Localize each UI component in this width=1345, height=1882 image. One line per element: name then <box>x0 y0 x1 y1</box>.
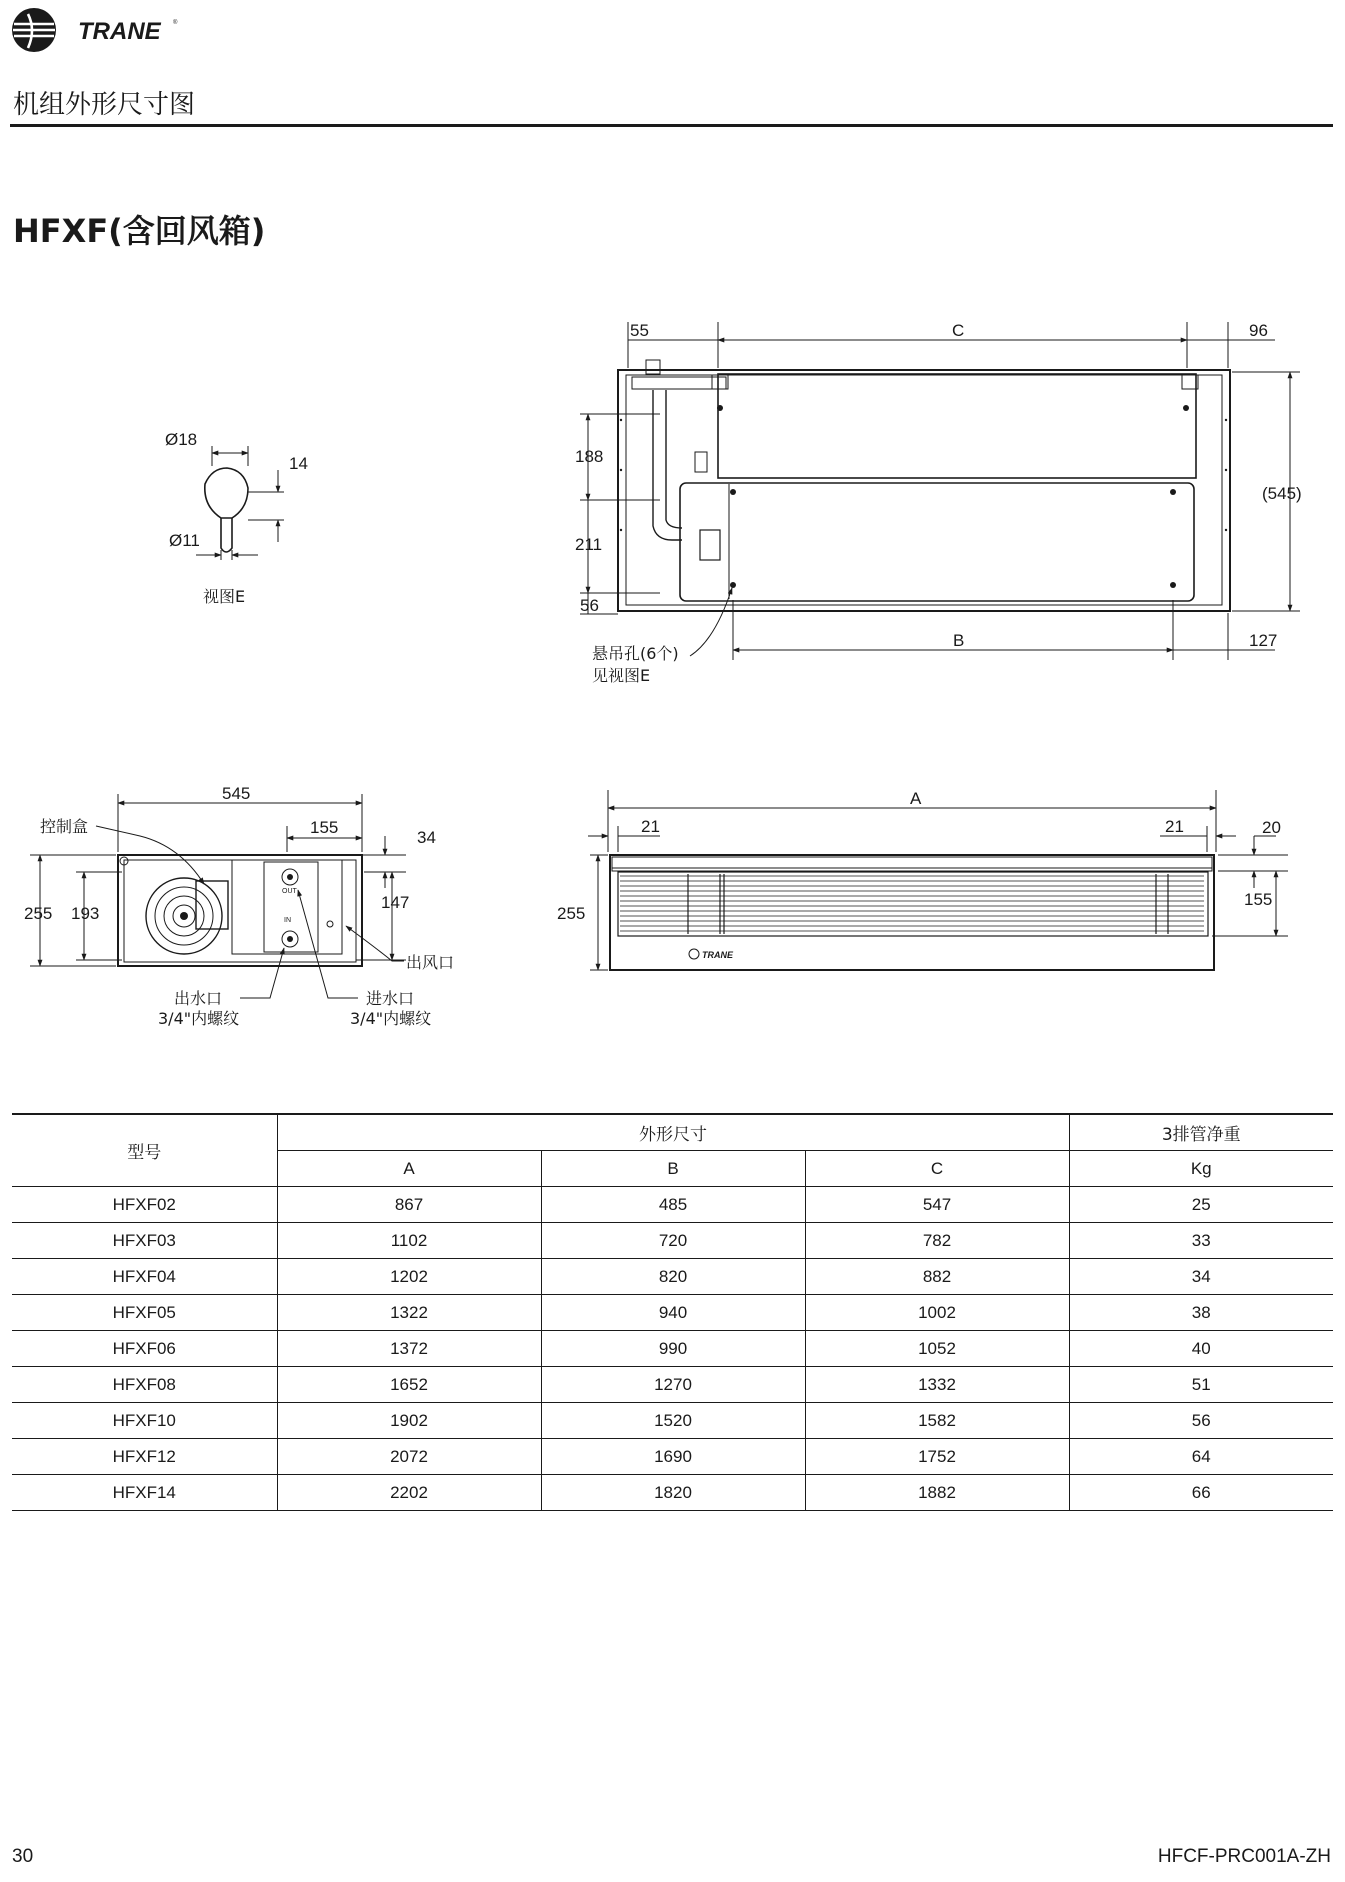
table-cell-a: 2202 <box>277 1475 541 1511</box>
top-view-hanging-hole-see-view: 见视图E <box>592 666 651 685</box>
section-title: 机组外形尺寸图 <box>13 90 196 120</box>
table-cell-model: HFXF10 <box>12 1403 277 1439</box>
dimension-drawings <box>0 300 1345 1080</box>
table-subheader-c: C <box>805 1151 1069 1187</box>
side-view-dim-193: 193 <box>71 904 100 923</box>
side-view-air-outlet-label: 出风口 <box>406 953 455 972</box>
table-cell-c: 1882 <box>805 1475 1069 1511</box>
top-view-dim-56: 56 <box>580 596 599 615</box>
trane-logo-wordmark: TRANE <box>78 18 161 45</box>
table-row <box>12 1295 1333 1331</box>
table-subheader-a: A <box>277 1151 541 1187</box>
table-cell-c: 882 <box>805 1259 1069 1295</box>
table-cell-weight: 40 <box>1069 1331 1333 1367</box>
dimension-table <box>12 1113 1333 1511</box>
table-cell-b: 1690 <box>541 1439 805 1475</box>
trane-logo-mark <box>12 8 56 52</box>
table-cell-c: 782 <box>805 1223 1069 1259</box>
side-view-water-inlet-thread: 3/4"内螺纹 <box>350 1009 432 1028</box>
side-view-dim-width: 545 <box>222 784 251 803</box>
table-row <box>12 1367 1333 1403</box>
table-cell-model: HFXF06 <box>12 1331 277 1367</box>
front-view-dim-21-left: 21 <box>641 817 660 836</box>
table-cell-a: 1372 <box>277 1331 541 1367</box>
table-cell-c: 1052 <box>805 1331 1069 1367</box>
table-cell-c: 1752 <box>805 1439 1069 1475</box>
table-cell-weight: 66 <box>1069 1475 1333 1511</box>
table-cell-weight: 33 <box>1069 1223 1333 1259</box>
side-view-control-box-label: 控制盒 <box>40 817 89 836</box>
front-view-dim-a: A <box>910 789 922 808</box>
table-cell-a: 2072 <box>277 1439 541 1475</box>
table-header-dimensions: 外形尺寸 <box>277 1114 1069 1151</box>
front-view-drawing <box>557 789 1288 970</box>
view-e-dim-small-hole: Ø11 <box>169 531 200 550</box>
top-view-dim-188: 188 <box>575 447 604 466</box>
side-view-water-inlet-label: 进水口 <box>366 989 415 1008</box>
view-e-dim-large-hole: Ø18 <box>165 430 198 449</box>
table-row <box>12 1259 1333 1295</box>
top-view-drawing <box>575 321 1302 685</box>
top-view-dim-127: 127 <box>1249 631 1278 650</box>
side-view-dim-147: 147 <box>381 893 410 912</box>
table-cell-model: HFXF08 <box>12 1367 277 1403</box>
table-row <box>12 1223 1333 1259</box>
table-cell-b: 990 <box>541 1331 805 1367</box>
table-row <box>12 1331 1333 1367</box>
table-cell-weight: 51 <box>1069 1367 1333 1403</box>
table-cell-b: 1520 <box>541 1403 805 1439</box>
table-cell-a: 1652 <box>277 1367 541 1403</box>
view-e-dim-offset: 14 <box>289 454 308 473</box>
table-header-weight: 3排管净重 <box>1069 1114 1333 1151</box>
table-cell-model: HFXF14 <box>12 1475 277 1511</box>
table-header-row <box>12 1114 1333 1151</box>
top-view-dim-c: C <box>952 321 965 340</box>
page-number: 30 <box>12 1846 34 1867</box>
table-row <box>12 1439 1333 1475</box>
table-cell-weight: 25 <box>1069 1187 1333 1223</box>
table-cell-weight: 38 <box>1069 1295 1333 1331</box>
table-subheader-kg: Kg <box>1069 1151 1333 1187</box>
table-cell-model: HFXF12 <box>12 1439 277 1475</box>
top-view-dim-left: 55 <box>630 321 649 340</box>
table-cell-b: 485 <box>541 1187 805 1223</box>
table-cell-model: HFXF05 <box>12 1295 277 1331</box>
top-view-dim-right: 96 <box>1249 321 1268 340</box>
header-rule <box>10 124 1333 127</box>
top-view-dim-b: B <box>953 631 965 650</box>
top-view-dim-depth: (545) <box>1262 484 1302 503</box>
table-cell-model: HFXF04 <box>12 1259 277 1295</box>
top-view-hanging-hole-note: 悬吊孔(6个) <box>592 644 679 663</box>
front-view-dim-155: 155 <box>1244 890 1273 909</box>
table-cell-b: 1820 <box>541 1475 805 1511</box>
table-cell-model: HFXF02 <box>12 1187 277 1223</box>
side-view-pipe-in-tag: IN <box>284 917 291 924</box>
table-cell-c: 1332 <box>805 1367 1069 1403</box>
table-cell-b: 820 <box>541 1259 805 1295</box>
table-cell-weight: 64 <box>1069 1439 1333 1475</box>
side-view-water-outlet-label: 出水口 <box>174 989 223 1008</box>
side-view-dim-155: 155 <box>310 818 339 837</box>
top-view-dim-211: 211 <box>575 535 603 554</box>
table-header-model: 型号 <box>12 1114 277 1187</box>
table-cell-b: 1270 <box>541 1367 805 1403</box>
table-cell-weight: 56 <box>1069 1403 1333 1439</box>
side-view-pipe-out-tag: OUT <box>282 888 297 895</box>
table-cell-c: 1002 <box>805 1295 1069 1331</box>
side-view-drawing <box>24 784 454 1028</box>
table-row <box>12 1403 1333 1439</box>
table-row <box>12 1187 1333 1223</box>
table-cell-a: 1902 <box>277 1403 541 1439</box>
table-cell-a: 1102 <box>277 1223 541 1259</box>
view-e-caption: 视图E <box>203 587 246 606</box>
trane-logo <box>10 4 210 56</box>
front-view-dim-21-right: 21 <box>1165 817 1184 836</box>
front-view-badge: TRANE <box>702 950 733 960</box>
table-cell-c: 547 <box>805 1187 1069 1223</box>
svg-text:®: ® <box>173 20 178 26</box>
front-view-dim-20: 20 <box>1262 818 1281 837</box>
table-cell-a: 1322 <box>277 1295 541 1331</box>
side-view-dim-34: 34 <box>417 828 436 847</box>
model-title: HFXF(含回风箱) <box>13 212 266 250</box>
table-cell-b: 720 <box>541 1223 805 1259</box>
table-cell-a: 867 <box>277 1187 541 1223</box>
front-view-dim-255: 255 <box>557 904 586 923</box>
table-cell-c: 1582 <box>805 1403 1069 1439</box>
table-cell-model: HFXF03 <box>12 1223 277 1259</box>
document-code: HFCF-PRC001A-ZH <box>1157 1846 1331 1867</box>
table-cell-weight: 34 <box>1069 1259 1333 1295</box>
table-row <box>12 1475 1333 1511</box>
side-view-dim-255: 255 <box>24 904 53 923</box>
table-cell-a: 1202 <box>277 1259 541 1295</box>
table-cell-b: 940 <box>541 1295 805 1331</box>
side-view-water-outlet-thread: 3/4"内螺纹 <box>158 1009 240 1028</box>
table-subheader-b: B <box>541 1151 805 1187</box>
view-e-detail <box>165 430 308 606</box>
